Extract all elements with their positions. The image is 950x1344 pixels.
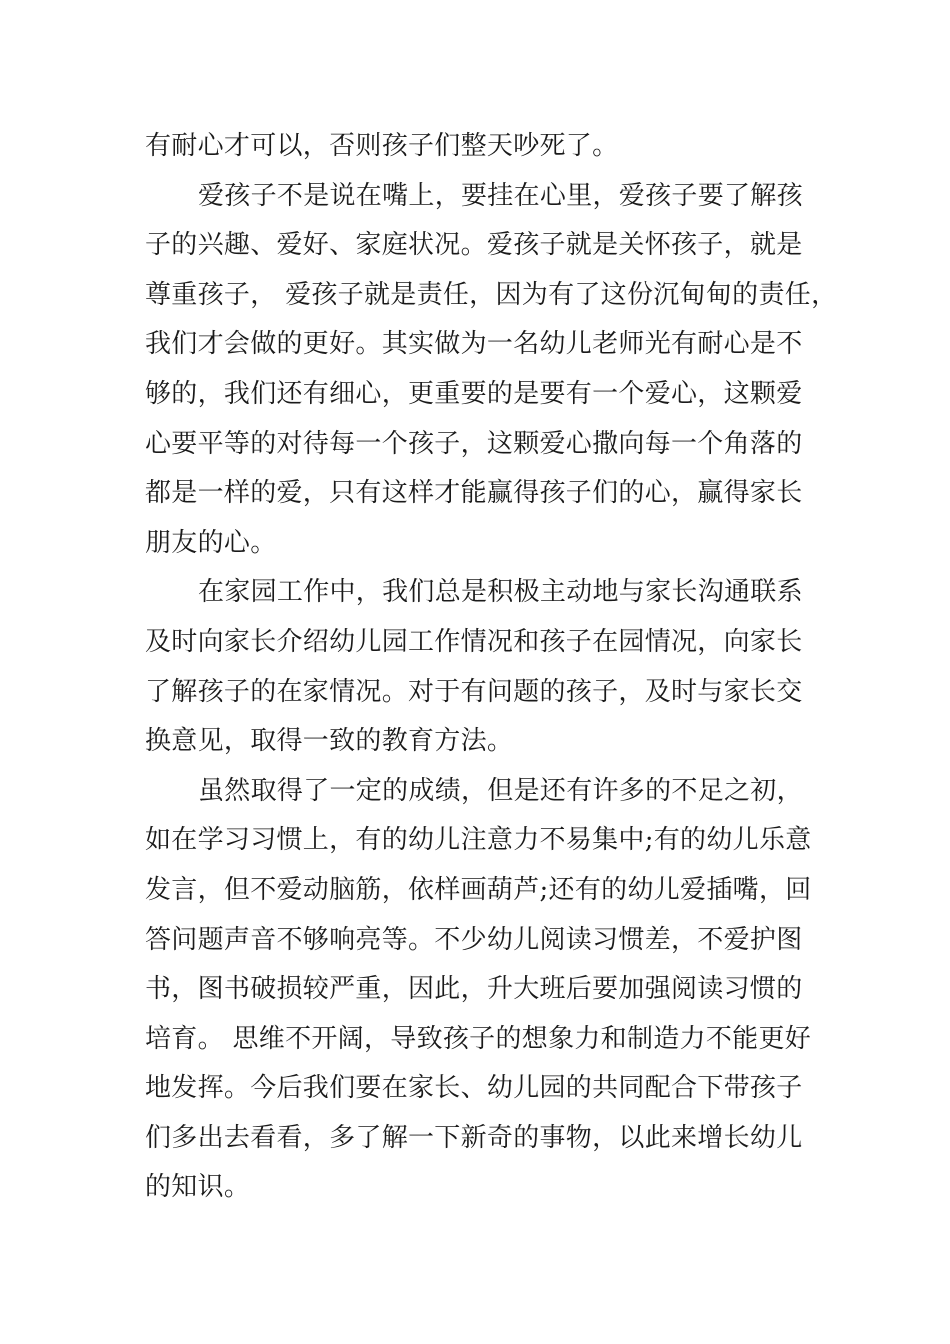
paragraph-line: 够的，我们还有细心，更重要的是要有一个爱心，这颗爱 — [145, 378, 803, 409]
paragraph-line: 朋友的心。 — [145, 527, 277, 558]
paragraph-line: 了解孩子的在家情况。对于有问题的孩子，及时与家长交 — [145, 676, 803, 707]
paragraph-line: 地发挥。今后我们要在家长、幼儿园的共同配合下带孩子 — [145, 1073, 803, 1104]
paragraph — [145, 568, 825, 766]
paragraph-line: 培育。 思维不开阔，导致孩子的想象力和制造力不能更好 — [145, 1023, 812, 1054]
paragraph-line: 发言，但不爱动脑筋，依样画葫芦;还有的幼儿爱插嘴，回 — [145, 874, 812, 905]
paragraph-line: 如在学习习惯上，有的幼儿注意力不易集中;有的幼儿乐意 — [145, 825, 812, 856]
paragraph-line: 爱孩子不是说在嘴上，要挂在心里，爱孩子要了解孩 — [198, 180, 803, 211]
document-body — [145, 122, 838, 1213]
paragraph-line: 答问题声音不够响亮等。不少幼儿阅读习惯差，不爱护图 — [145, 924, 803, 955]
paragraph-line: 书，图书破损较严重，因此，升大班后要加强阅读习惯的 — [145, 974, 803, 1005]
paragraph-line: 及时向家长介绍幼儿园工作情况和孩子在园情况，向家长 — [145, 626, 803, 657]
paragraph — [145, 172, 838, 569]
paragraph-line: 们多出去看看，多了解一下新奇的事物，以此来增长幼儿 — [145, 1122, 803, 1153]
paragraph-line: 虽然取得了一定的成绩，但是还有许多的不足之初， — [198, 775, 803, 806]
paragraph-line: 的知识。 — [145, 1172, 251, 1203]
paragraph — [145, 767, 825, 1213]
paragraph-line: 有耐心才可以，否则孩子们整天吵死了。 — [145, 131, 619, 161]
paragraph — [145, 122, 825, 172]
paragraph-line: 换意见，取得一致的教育方法。 — [145, 726, 514, 757]
paragraph-line: 子的兴趣、爱好、家庭状况。爱孩子就是关怀孩子，就是 — [145, 230, 803, 261]
paragraph-line: 在家园工作中，我们总是积极主动地与家长沟通联系 — [198, 577, 803, 608]
paragraph-line: 我们才会做的更好。其实做为一名幼儿老师光有耐心是不 — [145, 329, 803, 360]
paragraph-line: 心要平等的对待每一个孩子，这颗爱心撒向每一个角落的 — [145, 428, 803, 459]
paragraph-line: 都是一样的爱，只有这样才能赢得孩子们的心，赢得家长 — [145, 478, 803, 509]
paragraph-line: 尊重孩子， 爱孩子就是责任，因为有了这份沉甸甸的责任， — [145, 279, 838, 310]
